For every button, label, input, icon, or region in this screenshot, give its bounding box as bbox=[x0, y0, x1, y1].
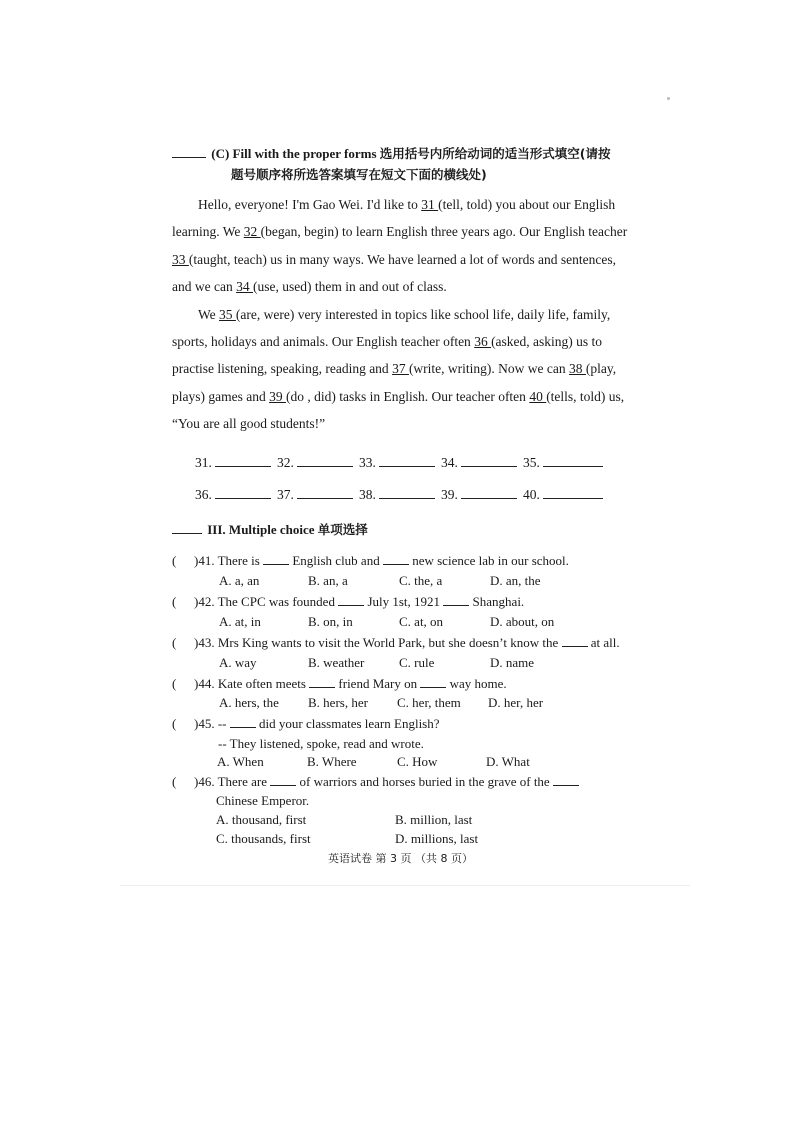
blank bbox=[443, 593, 469, 606]
passage-line: and we can 34 (use, used) them in and out of class. bbox=[172, 279, 447, 295]
blank bbox=[562, 634, 588, 647]
option-a[interactable]: A. way bbox=[219, 655, 257, 670]
blank-40: 40 bbox=[529, 388, 547, 404]
option-c[interactable]: C. at, on bbox=[399, 614, 444, 629]
answer-slot[interactable]: 37. bbox=[277, 485, 359, 505]
answer-slot[interactable]: 36. bbox=[195, 485, 277, 505]
answer-slot[interactable]: 34. bbox=[441, 453, 523, 473]
blank bbox=[230, 715, 256, 728]
blank-33: 33 bbox=[172, 251, 189, 267]
option-a[interactable]: A. thousand, first bbox=[216, 812, 307, 827]
blank bbox=[553, 773, 579, 786]
section-c-instruction-line2: 题号顺序将所选答案填写在短文下面的横线处) bbox=[231, 167, 487, 182]
passage-line: practise listening, speaking, reading and 37 (write, writing). Now we can 38 (play, bbox=[172, 361, 617, 377]
blank bbox=[383, 552, 409, 565]
option-b[interactable]: B. on, in bbox=[308, 614, 353, 629]
blank-35: 35 bbox=[219, 306, 236, 322]
option-a[interactable]: A. When bbox=[217, 754, 264, 769]
answer-slot[interactable]: 32. bbox=[277, 453, 359, 473]
option-b[interactable]: B. million, last bbox=[395, 812, 473, 827]
section-c-heading bbox=[172, 143, 610, 165]
answer-row-1 bbox=[195, 453, 605, 473]
question-45: ( )45. -- did your classmates learn English? bbox=[172, 716, 440, 731]
option-c[interactable]: C. thousands, first bbox=[216, 831, 311, 846]
passage-line: sports, holidays and animals. Our English teacher often 36 (asked, asking) us to bbox=[172, 334, 603, 350]
blank-34: 34 bbox=[236, 279, 253, 295]
blank bbox=[420, 675, 446, 688]
passage-line: We 35 (are, were) very interested in topics like school life, daily life, family, bbox=[198, 306, 611, 322]
answer-slot[interactable]: 35. bbox=[523, 453, 605, 473]
passage-line: plays) games and 39 (do , did) tasks in English. Our teacher often 40 (tells, told) us, bbox=[172, 388, 625, 404]
question-43: ( )43. Mrs King wants to visit the World Park, but she doesn’t know the at all. bbox=[172, 635, 620, 650]
option-a[interactable]: A. a, an bbox=[219, 573, 260, 588]
blank-37: 37 bbox=[392, 361, 409, 377]
option-c[interactable]: C. the, a bbox=[399, 573, 443, 588]
blank-36: 36 bbox=[474, 334, 492, 350]
section-c-instruction-cont bbox=[231, 164, 487, 186]
option-d[interactable]: D. What bbox=[486, 754, 530, 769]
option-b[interactable]: B. Where bbox=[307, 754, 357, 769]
blank bbox=[270, 773, 296, 786]
question-46: ( )46. There are of warriors and horses buried in the grave of the bbox=[172, 772, 579, 791]
option-c[interactable]: C. How bbox=[397, 754, 438, 769]
option-a[interactable]: A. at, in bbox=[219, 614, 261, 629]
question-41: ( )41. There is English club and new science lab in our school. bbox=[172, 553, 569, 568]
passage-line: learning. We 32 (began, begin) to learn English three years ago. Our English teacher bbox=[172, 224, 628, 240]
option-d[interactable]: D. about, on bbox=[490, 614, 555, 629]
question-42: ( )42. The CPC was founded July 1st, 1921 Shanghai. bbox=[172, 594, 525, 609]
page-footer: 英语试卷 第 3 页 （共 8 页） bbox=[328, 852, 473, 865]
option-d[interactable]: D. her, her bbox=[488, 695, 544, 710]
answer-slot[interactable]: 39. bbox=[441, 485, 523, 505]
question-46-cont: Chinese Emperor. bbox=[216, 793, 310, 808]
passage bbox=[172, 191, 642, 438]
question-45-reply: -- They listened, spoke, read and wrote. bbox=[218, 736, 424, 751]
score-blank bbox=[172, 519, 202, 534]
passage-line: 33 (taught, teach) us in many ways. We have learned a lot of words and sentences, bbox=[172, 251, 617, 267]
answer-slot[interactable]: 40. bbox=[523, 485, 605, 505]
passage-line: Hello, everyone! I'm Gao Wei. I'd like to 31 (tell, told) you about our English bbox=[198, 197, 616, 212]
answer-row-2 bbox=[195, 485, 605, 505]
option-b[interactable]: B. hers, her bbox=[308, 695, 368, 710]
section-3-heading bbox=[172, 519, 368, 541]
passage-line: “You are all good students!” bbox=[172, 416, 326, 432]
score-blank bbox=[172, 143, 206, 158]
blank-32: 32 bbox=[243, 224, 261, 240]
blank-31: 31 bbox=[421, 197, 439, 212]
option-d[interactable]: D. name bbox=[490, 655, 535, 670]
section-3-title: III. Multiple choice bbox=[207, 522, 315, 537]
blank-38: 38 bbox=[569, 361, 586, 377]
section-3-title-cn: 单项选择 bbox=[317, 522, 368, 537]
answer-slot[interactable]: 33. bbox=[359, 453, 441, 473]
option-d[interactable]: D. an, the bbox=[490, 573, 541, 588]
scan-speck bbox=[667, 97, 670, 100]
blank-39: 39 bbox=[269, 388, 286, 404]
blank bbox=[338, 593, 364, 606]
answer-slot[interactable]: 31. bbox=[195, 453, 277, 473]
option-d[interactable]: D. millions, last bbox=[395, 831, 479, 846]
option-a[interactable]: A. hers, the bbox=[219, 695, 279, 710]
option-c[interactable]: C. rule bbox=[399, 655, 435, 670]
scan-edge bbox=[120, 885, 690, 886]
blank bbox=[309, 675, 335, 688]
section-c-instruction: 选用括号内所给动词的适当形式填空(请按 bbox=[379, 146, 611, 161]
option-b[interactable]: B. an, a bbox=[308, 573, 348, 588]
option-b[interactable]: B. weather bbox=[308, 655, 365, 670]
blank bbox=[263, 552, 289, 565]
option-c[interactable]: C. her, them bbox=[397, 695, 461, 710]
question-44: ( )44. Kate often meets friend Mary on way home. bbox=[172, 676, 507, 691]
section-c-title: (C) Fill with the proper forms bbox=[211, 146, 377, 161]
answer-slot[interactable]: 38. bbox=[359, 485, 441, 505]
